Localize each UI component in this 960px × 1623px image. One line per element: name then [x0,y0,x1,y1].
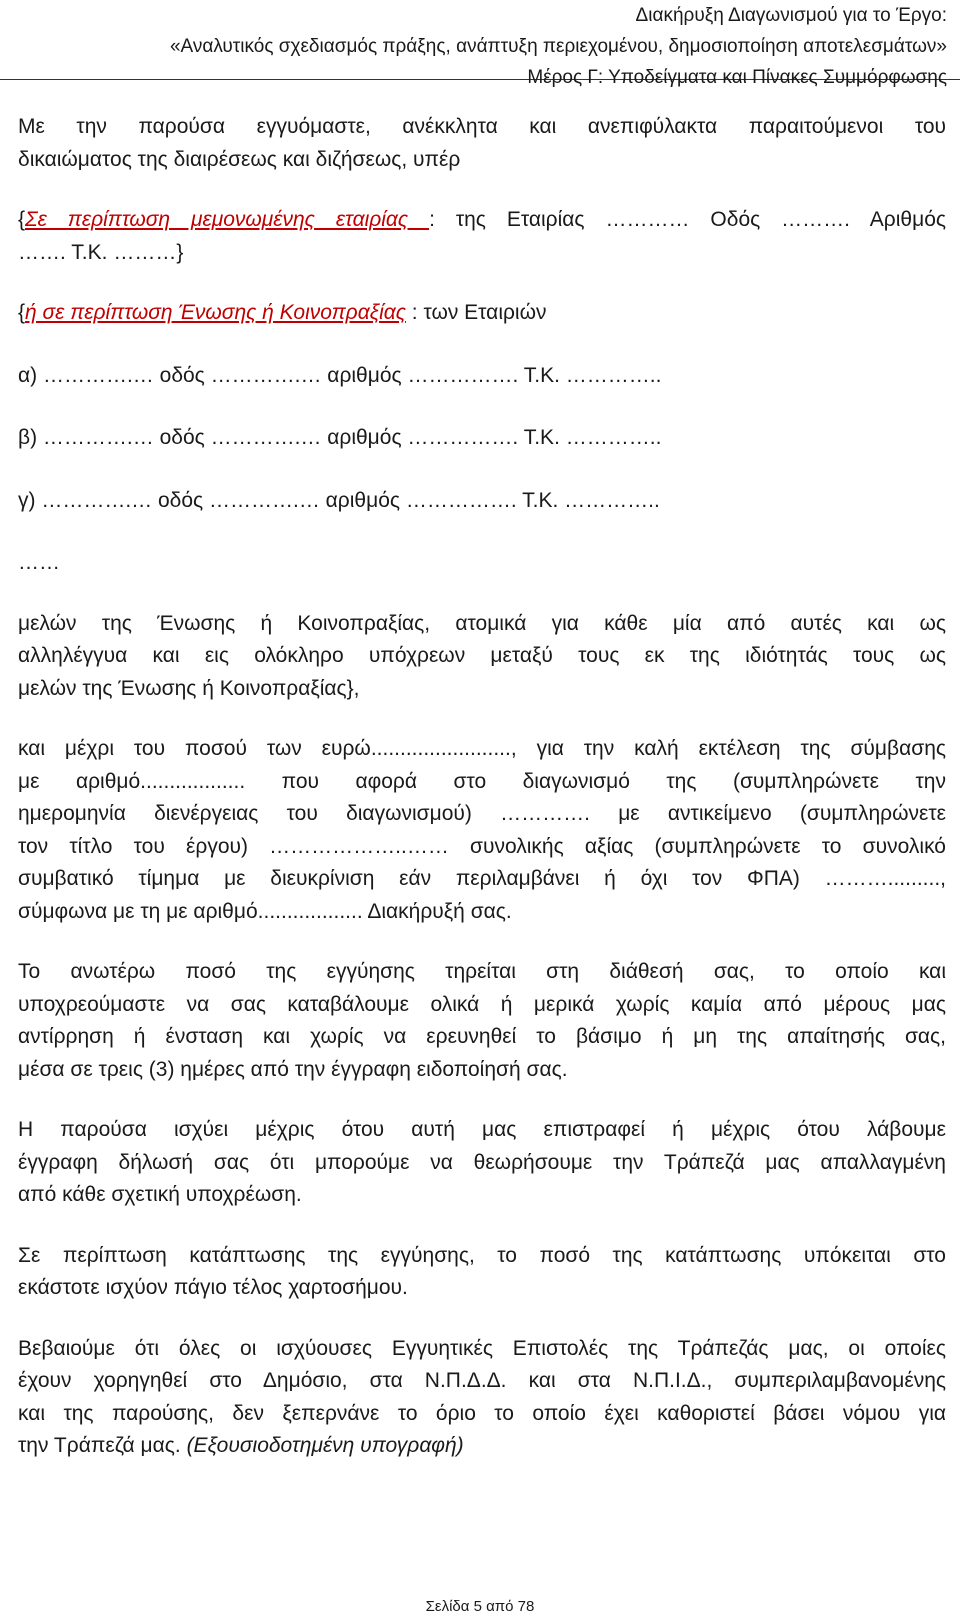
text-line: έχουν χορηγηθεί στο Δημόσιο, στα Ν.Π.Δ.Δ. και στα Ν.Π.Ι.Δ., συμπεριλαμβανομένης [18,1369,946,1392]
page-number: Σελίδα 5 από 78 [425,1598,535,1615]
text-line [18,204,946,237]
text-line: και της παρούσης, δεν ξεπερνάνε το όριο το οποίο έχει καθοριστεί βάσει νόμου για [18,1401,946,1425]
member-b: β) ………….… οδός ………….… αριθμός ……………. Τ.Κ. ………….. [18,426,662,449]
text-line: μέσα σε τρεις (3) ημέρες από την έγγραφη ειδοποίησή σας. [18,1057,568,1081]
text-line: τον τίτλο του έργου) ………………..…… συνολικής αξίας (συμπληρώνετε το συνολικό [18,834,946,858]
text-line: με αριθμό.................. που αφορά στο διαγωνισμό της (συμπληρώνετε την [18,769,946,793]
text-line: Με την παρούσα εγγυόμαστε, ανέκκλητα και ανεπιφύλακτα παραιτούμενοι του [18,115,946,138]
header-line-1: Διακήρυξη Διαγωνισμού για το Έργο: [635,5,947,26]
authorized-signature-note: (Εξουσιοδοτημένη υπογραφή) [186,1434,464,1457]
text-line: μελών της Ένωσης ή Κοινοπραξίας}, [18,676,360,700]
text-line: Βεβαιούμε ότι όλες οι ισχύουσες Εγγυητικές Επιστολές της Τράπεζάς μας, οι οποίες [18,1336,946,1360]
consortium-paragraph [18,297,946,330]
text-line: Σε περίπτωση κατάπτωσης της εγγύησης, το ποσό της κατάπτωσης υπόκειται στο [18,1243,946,1267]
text-line: από κάθε σχετική υποχρέωση. [18,1183,302,1206]
guarantee-availability-paragraph [18,956,946,1086]
text-line: σύμφωνα με τη με αριθμό.................. Διακήρυξή σας. [18,899,512,923]
certification-paragraph [18,1333,946,1463]
single-company-paragraph [18,204,946,269]
brace: { [18,301,26,324]
text-segment: την Τράπεζά μας. [18,1434,187,1457]
text-line: υποχρεούμαστε να σας καταβάλουμε ολικά ή μερικά χωρίς καμία από μέρους μας [18,992,946,1016]
company-details: : της Εταιρίας ………… Οδός ………. Αριθμός [429,208,946,231]
document-body [18,111,946,1463]
text-line: μελών της Ένωσης ή Κοινοπραξίας, ατομικά για κάθε μία από αυτές και ως [18,611,946,635]
brace: { [18,208,26,231]
text-line: Η παρούσα ισχύει μέχρις ότου αυτή μας επιστραφεί ή μέχρις ότου λάβουμε [18,1118,946,1141]
members-paragraph [18,608,946,706]
page-header [0,0,960,88]
text-line: έγγραφη δήλωσή σας ότι μπορούμε να θεωρήσουμε την Τράπεζά μας απαλλαγμένη [18,1150,946,1174]
forfeiture-paragraph [18,1240,946,1305]
member-c: γ) ………….… οδός ………….… αριθμός ……………. Τ.Κ. ………….. [18,488,660,512]
consortium-note: ή σε περίπτωση Ένωσης ή Κοινοπραξίας [25,301,406,324]
text-line: αντίρρηση ή ένσταση και χωρίς να ερευνηθεί το βάσιμο ή μη της απαίτησής σας, [18,1025,946,1048]
text-line: ……. Τ.Κ. ………} [18,240,184,264]
text-line [18,1430,946,1463]
guarantee-intro-paragraph [18,111,946,176]
single-company-note: Σε περίπτωση μεμονωμένης εταιρίας [25,208,430,231]
text-line: δικαιώματος της διαιρέσεως και διζήσεως, υπέρ [18,147,461,171]
amount-paragraph [18,733,946,928]
text-line: ημερομηνία διενέργειας του διαγωνισμού) …………. με αντικείμενο (συμπληρώνετε [18,802,946,825]
text-line: και μέχρι του ποσού των ευρώ........................, για την καλή εκτέλεση της σύμβασης [18,737,946,760]
text-line: συμβατικό τίμημα με διευκρίνιση εάν περιλαμβάνει ή όχι τον ΦΠΑ) ………........., [18,867,946,890]
member-a: α) ………….… οδός ………….… αριθμός ……………. Τ.Κ. ………….. [18,363,662,387]
header-line-3: Μέρος Γ: Υποδείγματα και Πίνακες Συμμόρφωσης [527,67,947,88]
validity-paragraph [18,1114,946,1212]
member-more: …… [18,551,60,574]
text-line: εκάστοτε ισχύον πάγιο τέλος χαρτοσήμου. [18,1276,408,1299]
header-line-2: «Αναλυτικός σχεδιασμός πράξης, ανάπτυξη περιεχομένου, δημοσιοποίηση αποτελεσμάτων» [169,36,947,57]
consortium-text: : των Εταιριών [405,301,547,324]
text-line: Το ανωτέρω ποσό της εγγύησης τηρείται στη διάθεσή σας, το οποίο και [18,960,946,983]
text-line: αλληλέγγυα και εις ολόκληρο υπόχρεων μεταξύ τους εκ της ιδιότητάς τους ως [18,644,946,667]
